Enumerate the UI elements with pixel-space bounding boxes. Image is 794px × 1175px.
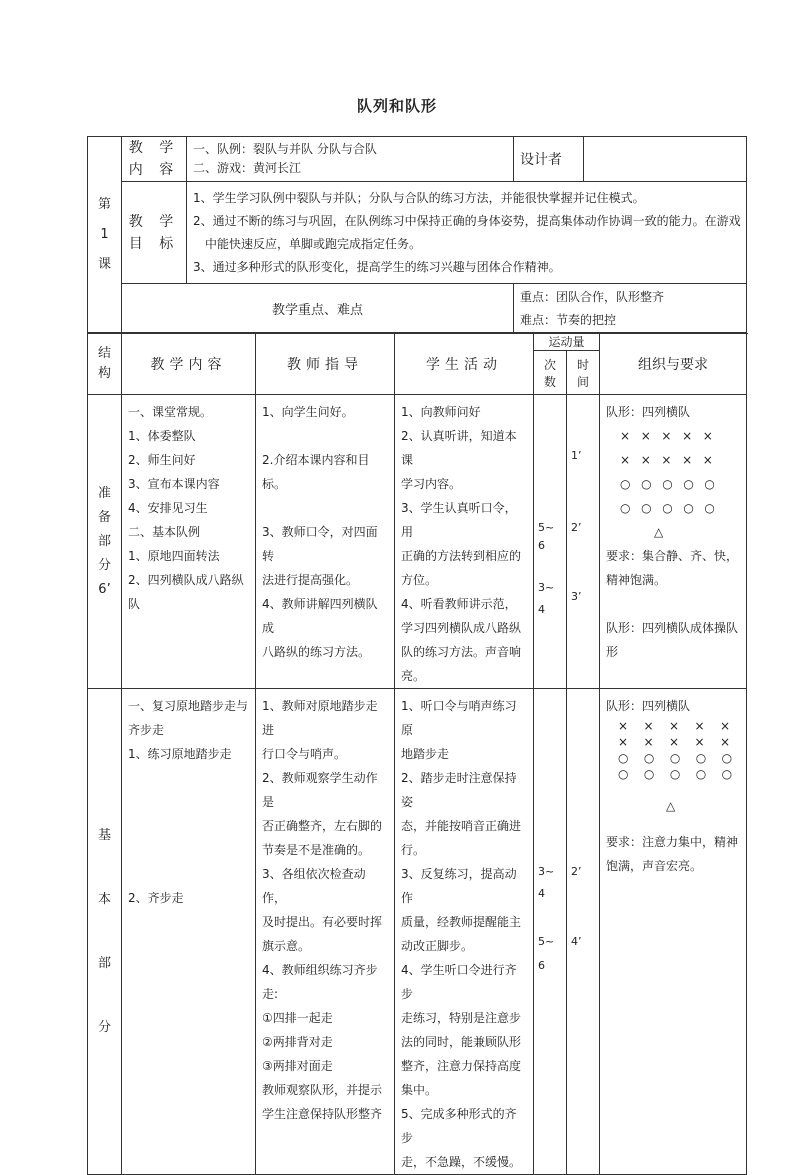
teacher-mark: △: [666, 799, 677, 813]
teacher-mark: △: [654, 525, 665, 539]
basic-content: 一、复习原地踏步走与 齐步走 1、练习原地踏步走 2、齐步走: [122, 689, 256, 1175]
header-org: 组织与要求: [600, 333, 747, 395]
focus-label: 教学重点、难点: [122, 284, 514, 334]
basic-times: 3~ 4 5~ 6: [534, 689, 567, 1175]
basic-teacher: 1、教师对原地踏步走进 行口令与哨声。 2、教师观察学生动作是 否正确整齐，左右脚的 节奏是不是准确的。 3、各组依次检查动作， 及时提出。有必要时挥 旗示意。 4、教师组织练习齐步走: ①四排一起走 ②两排背对走 ③两排对面走 教师观察队形，并提示 学生注意保持队形整齐: [256, 689, 395, 1175]
prep-content: 一、课堂常规。 1、体委整队 2、师生问好 3、宣布本课内容 4、安排见习生 二、基本队例 1、原地四面转法 2、四列横队成八路纵 队: [122, 395, 256, 689]
focus: 重点：团队合作，队形整齐 难点：节奏的把控: [514, 284, 747, 334]
prep-student: 1、向教师问好 2、认真听讲，知道本课 学习内容。 3、学生认真听口令，用 正确的方法转到相应的 方位。 4、听看教师讲示范， 学习四列横队成八路纵 队的练习方法。声音响 亮。: [395, 395, 534, 689]
designer-label: 设计者: [514, 137, 584, 182]
basic-durations: 2’ 4’: [567, 689, 600, 1175]
prep-durations: 1’ 2’ 3’: [567, 395, 600, 689]
prep-times: 5~ 6 3~ 4: [534, 395, 567, 689]
header-teacher: 教师指导: [256, 333, 395, 395]
lesson-number: 第 1 课: [88, 137, 122, 334]
lesson-info-table: [87, 136, 747, 334]
basic-student: 1、听口令与哨声练习原 地踏步走 2、踏步走时注意保持姿 态，并能按哨音正确进 行。 3、反复练习，提高动作 质量，经教师提醒能主 动改正脚步。 4、学生听口令进行齐步 走练习，特别是注意步 法的同时，能兼顾队形 整齐，注意力保持高度 集中。 5、完成多种形式的齐步 走，不急躁，不缓慢。: [395, 689, 534, 1175]
prep-label: 准 备 部 分 6’: [88, 395, 122, 689]
goal-label: 教 学 目 标: [122, 182, 187, 284]
header-times: 次 数: [534, 351, 567, 395]
header-load: 运动量: [534, 333, 600, 351]
header-content: 教学内容: [122, 333, 256, 395]
formation-diagram: × × × × × × × × × × ○ ○ ○ ○ ○ ○ ○ ○ ○ ○ △: [606, 424, 741, 544]
basic-org: 队形：四列横队 × × × × × × × × × × ○ ○ ○ ○ ○ ○ ○ ○ ○ ○ △ 要求：注意力集中，精神 饱满，声音宏亮。: [600, 689, 747, 1175]
basic-label: 基 本 部 分: [88, 689, 122, 1175]
content-items: 一、队例：裂队与并队 分队与合队 二、游戏：黄河长江: [187, 137, 514, 182]
formation-diagram: × × × × × × × × × × ○ ○ ○ ○ ○ ○ ○ ○ ○ ○ △: [606, 718, 741, 818]
prep-teacher: 1、向学生问好。 2.介绍本课内容和目标。 3、教师口令，对四面转 法进行提高强化。 4、教师讲解四列横队成 八路纵的练习方法。: [256, 395, 395, 689]
goals: 1、学生学习队例中裂队与并队；分队与合队的练习方法，并能很快掌握并记住模式。 2、通过不断的练习与巩固，在队例练习中保持正确的身体姿势，提高集体动作协调一致的能力。在游戏 中能快速反应，单脚或跑完成指定任务。 3、通过多种形式的队形变化，提高学生的练习兴趣与团体合作精神。: [187, 182, 747, 284]
header-duration: 时 间: [567, 351, 600, 395]
content-label: 教 学 内 容: [122, 137, 187, 182]
prep-org: 队形：四列横队 × × × × × × × × × × ○ ○ ○ ○ ○ ○ ○ ○ ○ ○ △ 要求：集合静、齐、快， 精神饱满。 队形：四列横队成体操队 形: [600, 395, 747, 689]
page-title: 队列和队形: [356, 97, 437, 115]
header-student: 学生活动: [395, 333, 534, 395]
lesson-plan-table: [87, 332, 747, 1175]
header-structure: 结 构: [88, 333, 122, 395]
designer-value: [584, 137, 747, 182]
